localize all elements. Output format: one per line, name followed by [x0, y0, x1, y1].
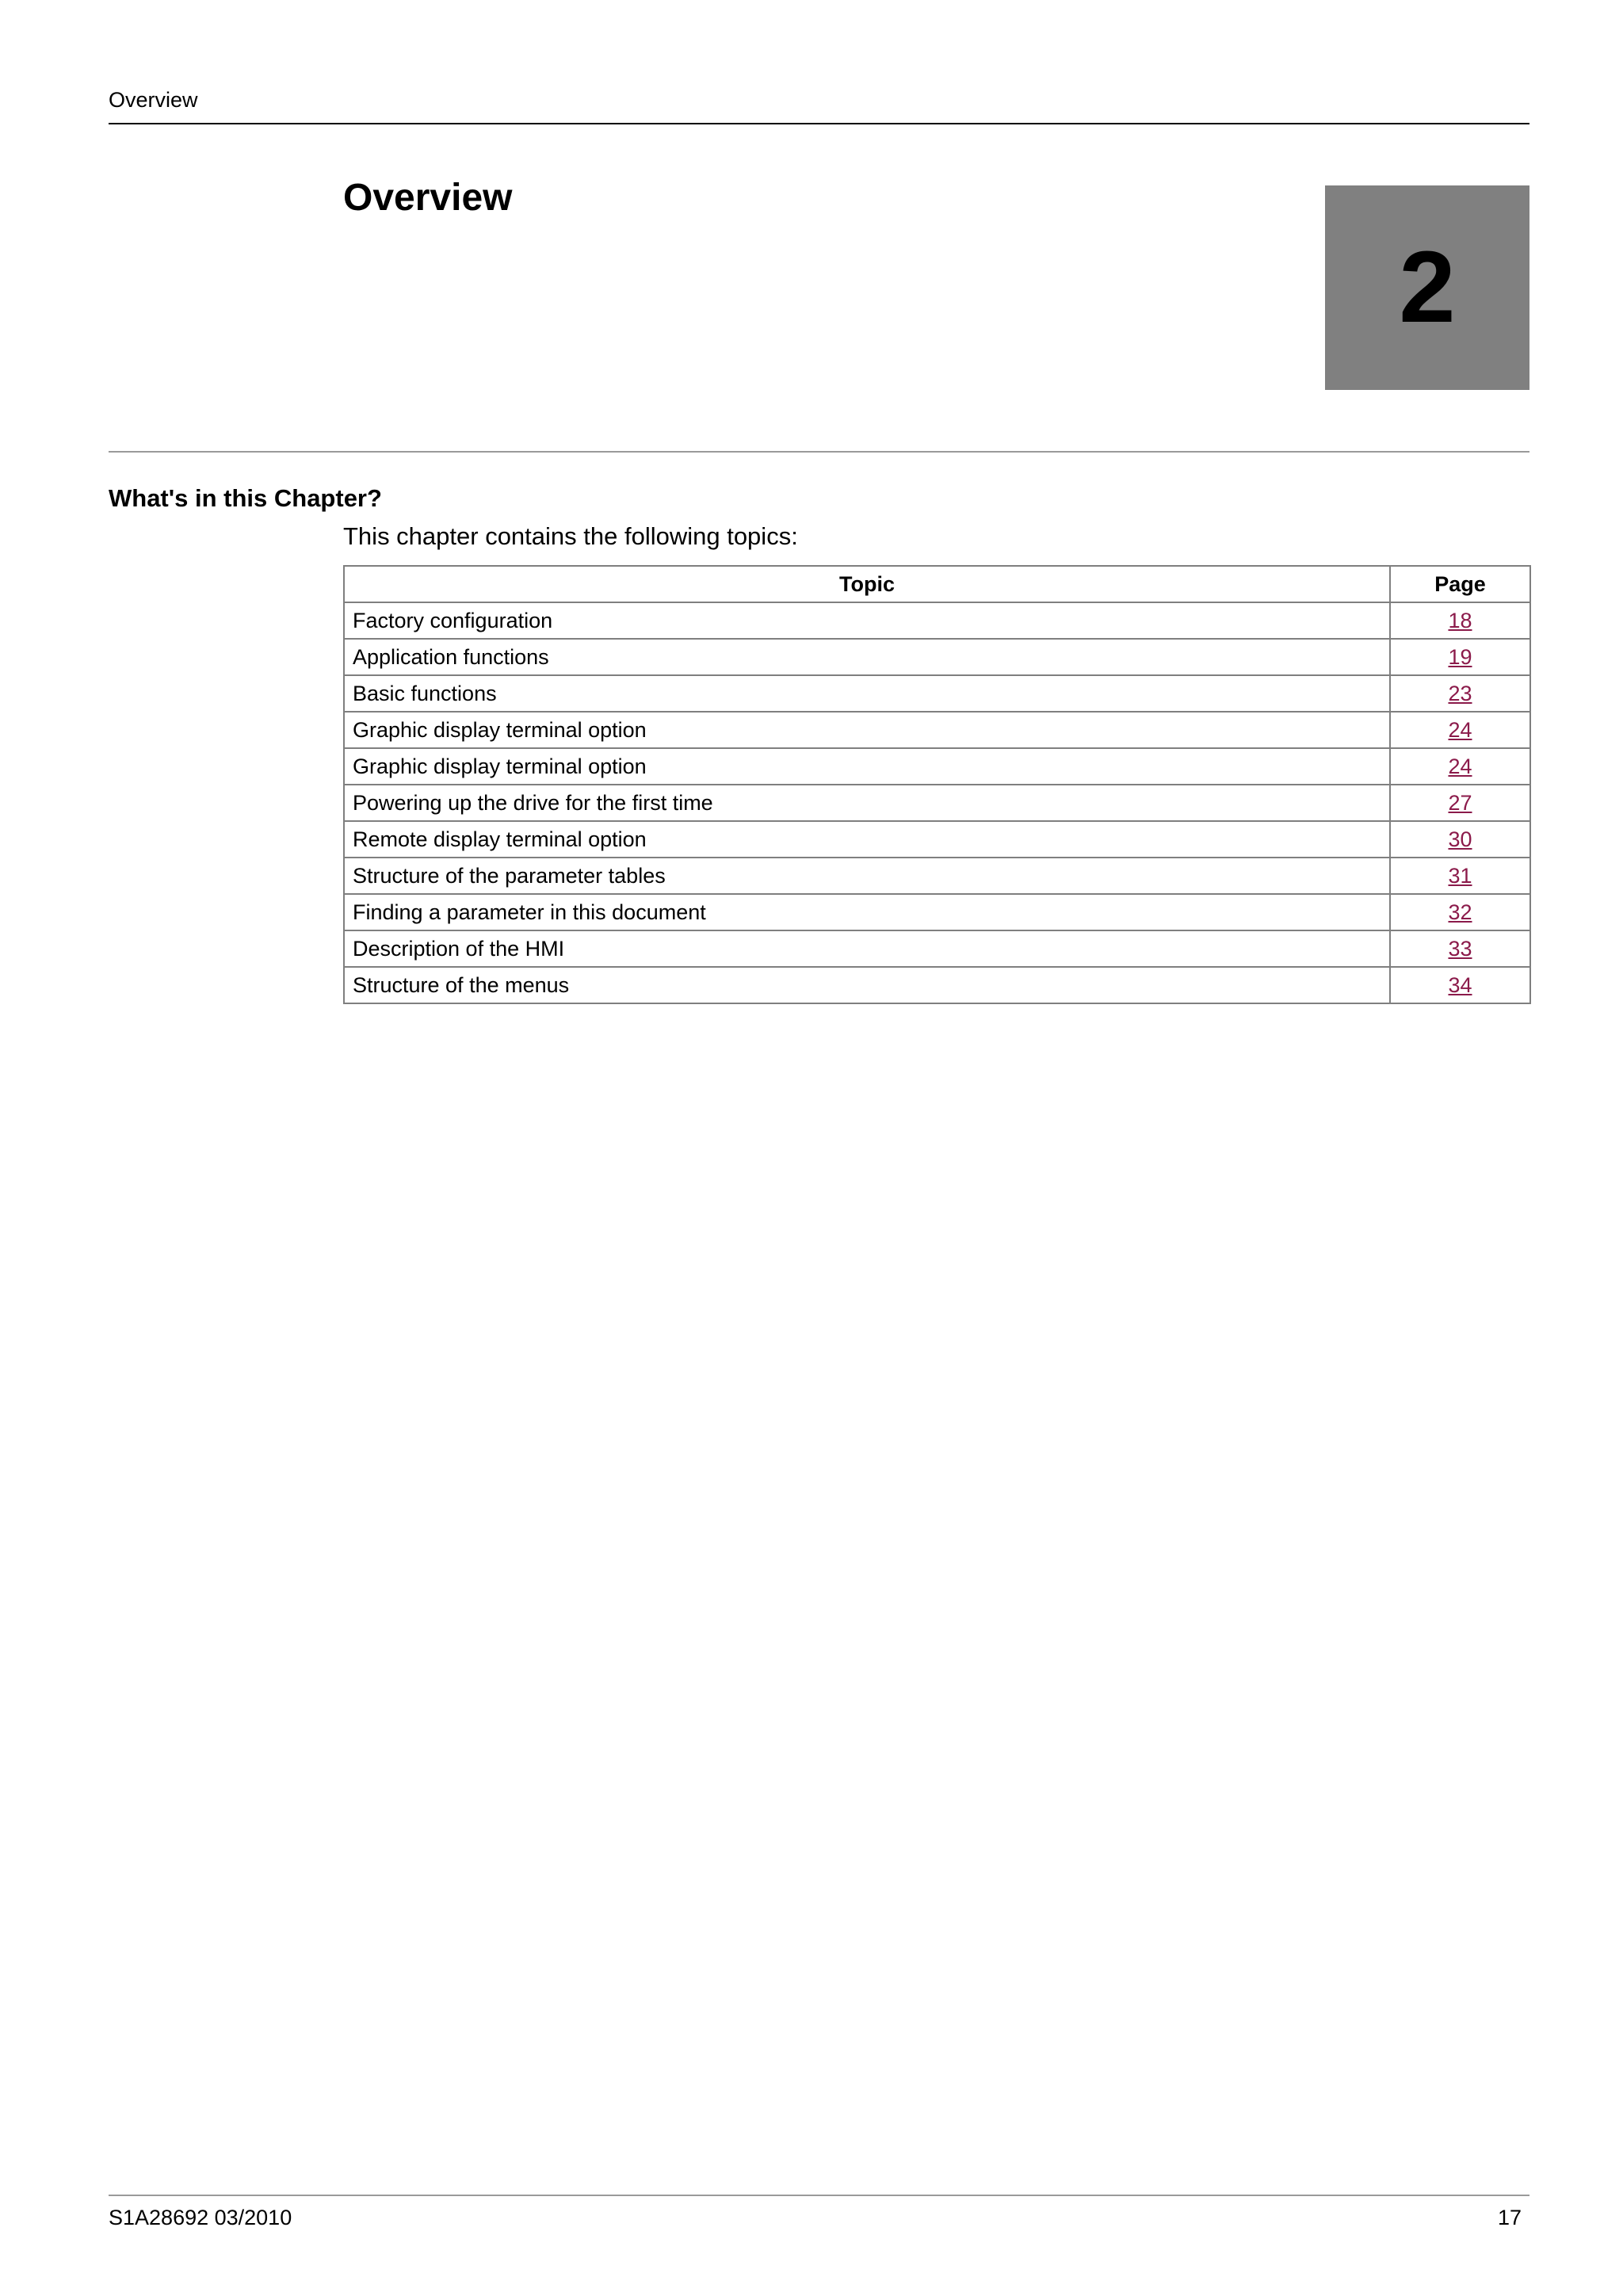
- topics-table: [343, 565, 1531, 1004]
- footer-page-number: 17: [1497, 2206, 1522, 2229]
- table-row: [344, 821, 1530, 858]
- intro-text: This chapter contains the following topics:: [343, 522, 798, 550]
- footer-doc-ref: S1A28692 03/2010: [109, 2206, 292, 2229]
- table-row: [344, 639, 1530, 675]
- page-cell: [1390, 639, 1530, 675]
- header-divider: [109, 123, 1529, 124]
- topic-cell: Graphic display terminal option: [344, 712, 1390, 748]
- table-row: [344, 712, 1530, 748]
- page-link[interactable]: 27: [1448, 791, 1472, 815]
- page-cell: [1390, 821, 1530, 858]
- page-link[interactable]: 23: [1448, 682, 1472, 705]
- page-cell: [1390, 894, 1530, 930]
- page-cell: [1390, 602, 1530, 639]
- page-link[interactable]: 31: [1448, 864, 1472, 888]
- chapter-number: 2: [1399, 231, 1456, 344]
- topic-cell: Structure of the parameter tables: [344, 858, 1390, 894]
- page-column-header: Page: [1390, 566, 1530, 602]
- topic-cell: Application functions: [344, 639, 1390, 675]
- page-link[interactable]: 32: [1448, 900, 1472, 924]
- chapter-number-box: [1325, 185, 1529, 390]
- footer-divider: [109, 2195, 1529, 2196]
- topic-cell: Remote display terminal option: [344, 821, 1390, 858]
- topic-cell: Finding a parameter in this document: [344, 894, 1390, 930]
- topic-cell: Basic functions: [344, 675, 1390, 712]
- topic-cell: Graphic display terminal option: [344, 748, 1390, 785]
- topic-column-header: Topic: [344, 566, 1390, 602]
- page-cell: [1390, 675, 1530, 712]
- page-link[interactable]: 34: [1448, 973, 1472, 997]
- page-link[interactable]: 30: [1448, 827, 1472, 851]
- table-row: [344, 675, 1530, 712]
- page-link[interactable]: 18: [1448, 609, 1472, 632]
- page-cell: [1390, 785, 1530, 821]
- topic-cell: Structure of the menus: [344, 967, 1390, 1003]
- table-row: [344, 858, 1530, 894]
- table-header-row: [344, 566, 1530, 602]
- page-link[interactable]: 24: [1448, 718, 1472, 742]
- page-link[interactable]: 33: [1448, 937, 1472, 961]
- section-heading: What's in this Chapter?: [109, 484, 382, 512]
- table-row: [344, 602, 1530, 639]
- page-link[interactable]: 24: [1448, 755, 1472, 778]
- running-header: Overview: [109, 88, 198, 112]
- topic-cell: Description of the HMI: [344, 930, 1390, 967]
- topic-cell: Factory configuration: [344, 602, 1390, 639]
- chapter-title: Overview: [343, 177, 513, 219]
- table-row: [344, 967, 1530, 1003]
- table-row: [344, 894, 1530, 930]
- table-row: [344, 748, 1530, 785]
- page-link[interactable]: 19: [1448, 645, 1472, 669]
- page-cell: [1390, 748, 1530, 785]
- table-row: [344, 785, 1530, 821]
- page-cell: [1390, 930, 1530, 967]
- topic-cell: Powering up the drive for the first time: [344, 785, 1390, 821]
- page-cell: [1390, 712, 1530, 748]
- page-cell: [1390, 858, 1530, 894]
- table-row: [344, 930, 1530, 967]
- section-divider: [109, 451, 1529, 453]
- page-cell: [1390, 967, 1530, 1003]
